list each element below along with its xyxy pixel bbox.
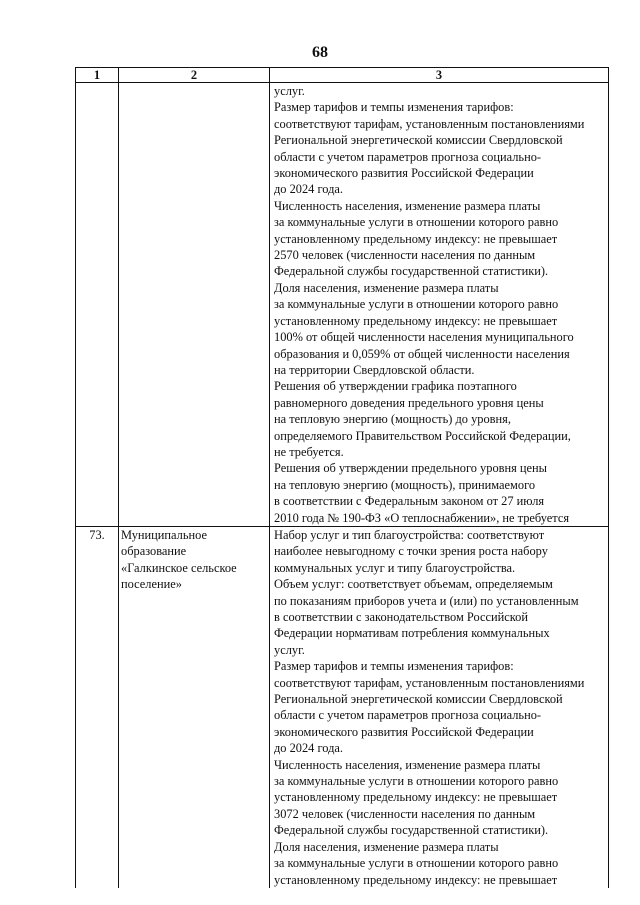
table-row-continuation bbox=[76, 83, 609, 527]
requirement-text-line: Региональной энергетической комиссии Свердловской bbox=[274, 133, 563, 148]
municipality-cell bbox=[119, 526, 270, 887]
column-header-2: 2 bbox=[119, 68, 270, 83]
municipality-name-line: «Галкинское сельское bbox=[121, 560, 237, 575]
requirement-text-line: экономического развития Российской Федерации bbox=[274, 724, 534, 739]
requirement-text-line: 2570 человек (численности населения по данным bbox=[274, 248, 536, 263]
municipality-name-line: образование bbox=[121, 544, 187, 559]
requirement-text-line: услуг. bbox=[274, 642, 305, 657]
requirement-text-line: Размер тарифов и темпы изменения тарифов: bbox=[274, 100, 514, 115]
requirement-text-line: 100% от общей численности населения муниципального bbox=[274, 330, 574, 345]
requirement-text-line: Федеральной службы государственной статистики). bbox=[274, 823, 549, 838]
requirement-text-line: наиболее невыгодному с точки зрения роста набору bbox=[274, 544, 548, 559]
requirement-text-line: 2010 года № 190-ФЗ «О теплоснабжении», не требуется bbox=[274, 510, 570, 525]
municipality-name-line: Муниципальное bbox=[121, 527, 207, 542]
municipality-name-line: поселение» bbox=[121, 577, 182, 592]
table-header-row bbox=[76, 68, 609, 83]
requirement-text-line: Размер тарифов и темпы изменения тарифов: bbox=[274, 659, 514, 674]
municipality-cell bbox=[119, 83, 270, 527]
requirement-text-line: за коммунальные услуги в отношении которого равно bbox=[274, 215, 559, 230]
requirement-text-line: услуг. bbox=[274, 84, 305, 98]
requirement-text-line: образования и 0,059% от общей численности населения bbox=[274, 346, 570, 361]
requirement-text-line: области с учетом параметров прогноза социально- bbox=[274, 149, 542, 164]
requirements-cell bbox=[270, 83, 609, 527]
requirement-text-line: коммунальных услуг и типу благоустройства. bbox=[274, 560, 516, 575]
requirement-text-line: на тепловую энергию (мощность) до уровня, bbox=[274, 412, 511, 427]
requirement-text-line: на территории Свердловской области. bbox=[274, 362, 475, 377]
requirement-text-line: соответствуют тарифам, установленным постановлениями bbox=[274, 116, 585, 131]
requirement-text-line: соответствуют тарифам, установленным постановлениями bbox=[274, 675, 585, 690]
document-table bbox=[75, 67, 609, 888]
requirement-text-line: равномерного доведения предельного уровня цены bbox=[274, 395, 544, 410]
requirement-text-line: за коммунальные услуги в отношении которого равно bbox=[274, 297, 559, 312]
requirement-text-line: экономического развития Российской Федерации bbox=[274, 166, 534, 181]
requirement-text-line: Численность населения, изменение размера платы bbox=[274, 757, 541, 772]
requirement-text-line: установленному предельному индексу: не превышает bbox=[274, 872, 558, 887]
column-header-3: 3 bbox=[270, 68, 609, 83]
requirement-text-line: Федерации нормативам потребления коммунальных bbox=[274, 626, 550, 641]
page-number: 68 bbox=[312, 44, 328, 61]
requirement-text-line: Объем услуг: соответствует объемам, определяемым bbox=[274, 577, 553, 592]
requirement-text-line: установленному предельному индексу: не превышает bbox=[274, 790, 558, 805]
requirement-text-line: до 2024 года. bbox=[274, 182, 343, 197]
requirement-text-line: Решения об утверждении графика поэтапного bbox=[274, 379, 517, 394]
requirement-text-line: Доля населения, изменение размера платы bbox=[274, 839, 499, 854]
requirement-text-line: в соответствии с Федеральным законом от 27 июля bbox=[274, 494, 545, 509]
requirement-text-line: 3072 человек (численности населения по данным bbox=[274, 806, 536, 821]
requirement-text-line: за коммунальные услуги в отношении которого равно bbox=[274, 774, 559, 789]
column-header-1: 1 bbox=[76, 68, 119, 83]
requirement-text-line: в соответствии с законодательством Российской bbox=[274, 610, 528, 624]
row-number-cell: 73. bbox=[76, 526, 119, 887]
requirement-text-line: Численность населения, изменение размера платы bbox=[274, 198, 541, 213]
row-number-cell bbox=[76, 83, 119, 527]
requirement-text-line: на тепловую энергию (мощность), принимаемого bbox=[274, 477, 536, 492]
requirement-text-line: до 2024 года. bbox=[274, 741, 343, 756]
requirement-text-line: Федеральной службы государственной статистики). bbox=[274, 264, 549, 279]
requirement-text-line: Региональной энергетической комиссии Свердловской bbox=[274, 692, 563, 707]
requirement-text-line: установленному предельному индексу: не превышает bbox=[274, 313, 558, 328]
requirement-text-line: Решения об утверждении предельного уровня цены bbox=[274, 461, 548, 476]
requirement-text-line: за коммунальные услуги в отношении которого равно bbox=[274, 856, 559, 871]
requirements-cell bbox=[270, 526, 609, 887]
requirement-text-line: Набор услуг и тип благоустройства: соответствуют bbox=[274, 527, 545, 542]
requirement-text-line: области с учетом параметров прогноза социально- bbox=[274, 708, 542, 723]
requirement-text-line: не требуется. bbox=[274, 444, 344, 459]
requirement-text-line: по показаниям приборов учета и (или) по установленным bbox=[274, 593, 579, 608]
table-row-73 bbox=[76, 526, 609, 887]
requirement-text-line: определяемого Правительством Российской Федерации, bbox=[274, 428, 571, 443]
requirement-text-line: Доля населения, изменение размера платы bbox=[274, 280, 499, 295]
requirement-text-line: установленному предельному индексу: не превышает bbox=[274, 231, 558, 246]
